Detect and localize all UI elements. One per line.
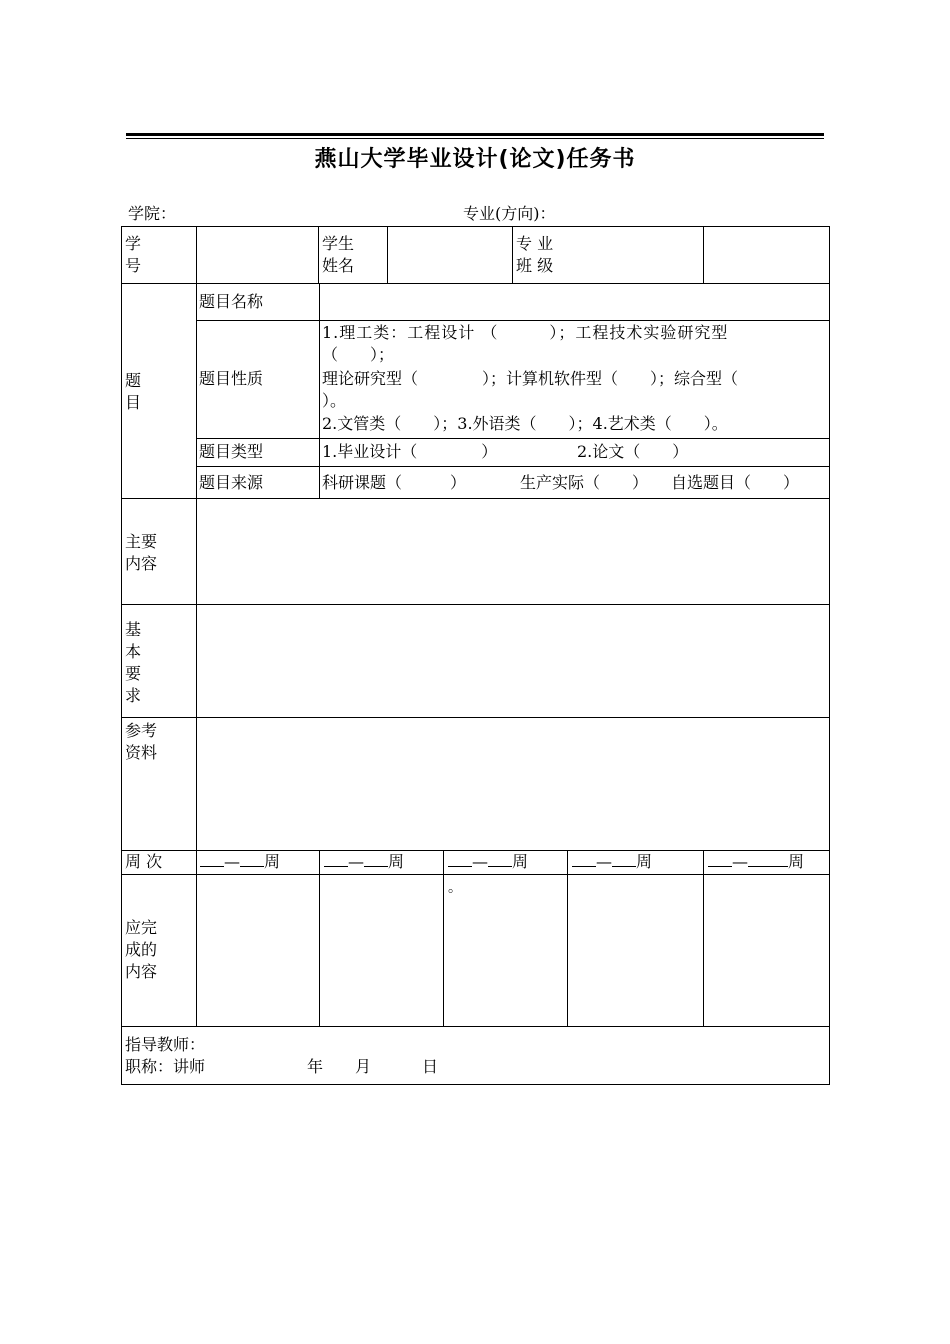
row-divider (196, 438, 829, 439)
topic-nature-line4: ）。 (322, 391, 347, 410)
col-divider (387, 227, 388, 283)
row-divider (122, 283, 829, 284)
date-year-label: 年 (307, 1057, 324, 1076)
college-label: 学院： (128, 204, 177, 223)
topic-type-label: 题目类型 (199, 442, 264, 461)
topic-type-option1: 1.毕业设计（ ） (322, 442, 498, 461)
col-divider (196, 227, 197, 1026)
topic-source-option1: 科研课题（ ） (322, 473, 467, 492)
date-month-label: 月 (355, 1057, 372, 1076)
references-label: 参考资料 (125, 721, 158, 762)
title-rule-thin (126, 138, 824, 139)
row-divider (196, 466, 829, 467)
student-name-label-1: 学生 (322, 234, 355, 253)
row-divider (122, 1026, 829, 1027)
col-divider (319, 850, 320, 1026)
advisor-label: 指导教师： (125, 1035, 206, 1054)
topic-nature-line1: 1.理工类：工程设计 （ ）；工程技术实验研究型 (322, 323, 729, 342)
topic-nature-label: 题目性质 (199, 369, 264, 388)
topic-source-label: 题目来源 (199, 473, 264, 492)
topic-nature-line3: 理论研究型（ ）；计算机软件型（ ）；综合型（ (322, 369, 739, 388)
topic-source-option2: 生产实际（ ） (520, 473, 649, 492)
major-class-label-1: 专 业 (516, 234, 554, 253)
week-cell-1: — 周 (200, 851, 280, 873)
major-class-label-2: 班 级 (516, 256, 554, 275)
row-divider (122, 717, 829, 718)
content-to-complete-label: 应完成的内容 (125, 918, 158, 981)
main-content-label: 主要内容 (125, 532, 158, 573)
cell3-mark: 。 (448, 880, 462, 896)
col-divider (703, 227, 704, 283)
major-label: 专业(方向)： (463, 204, 556, 223)
topic-section-label: 题目 (125, 371, 142, 412)
col-divider (318, 227, 319, 283)
task-form-table (121, 226, 830, 1085)
topic-nature-line2: （ ）； (322, 345, 395, 364)
week-cell-2: — 周 (324, 851, 404, 873)
week-cell-5: — 周 (708, 851, 804, 873)
topic-source-option3: 自选题目（ ） (671, 473, 800, 492)
topic-name-label: 题目名称 (199, 292, 264, 311)
date-day-label: 日 (422, 1057, 439, 1076)
page-title: 燕山大学毕业设计(论文)任务书 (314, 147, 636, 172)
topic-type-option2: 2.论文（ ） (577, 442, 689, 461)
advisor-title-label: 职称：讲师 (125, 1057, 206, 1076)
col-divider (567, 850, 568, 1026)
student-name-label-2: 姓名 (322, 256, 355, 275)
week-cell-3: — 周 (448, 851, 528, 873)
col-divider (319, 283, 320, 498)
col-divider (703, 850, 704, 1026)
col-divider (443, 850, 444, 1026)
week-cell-4: — 周 (572, 851, 652, 873)
week-number-label: 周 次 (125, 852, 163, 871)
row-divider (122, 604, 829, 605)
col-divider (512, 227, 513, 283)
title-rule-thick (126, 133, 824, 136)
row-divider (122, 498, 829, 499)
topic-nature-line5: 2.文管类（ ）；3.外语类（ ）；4.艺术类（ ）。 (322, 414, 728, 433)
requirements-label: 基本要求 (125, 620, 142, 705)
row-divider (196, 320, 829, 321)
row-divider (122, 874, 829, 875)
student-id-label: 学号 (125, 234, 142, 275)
